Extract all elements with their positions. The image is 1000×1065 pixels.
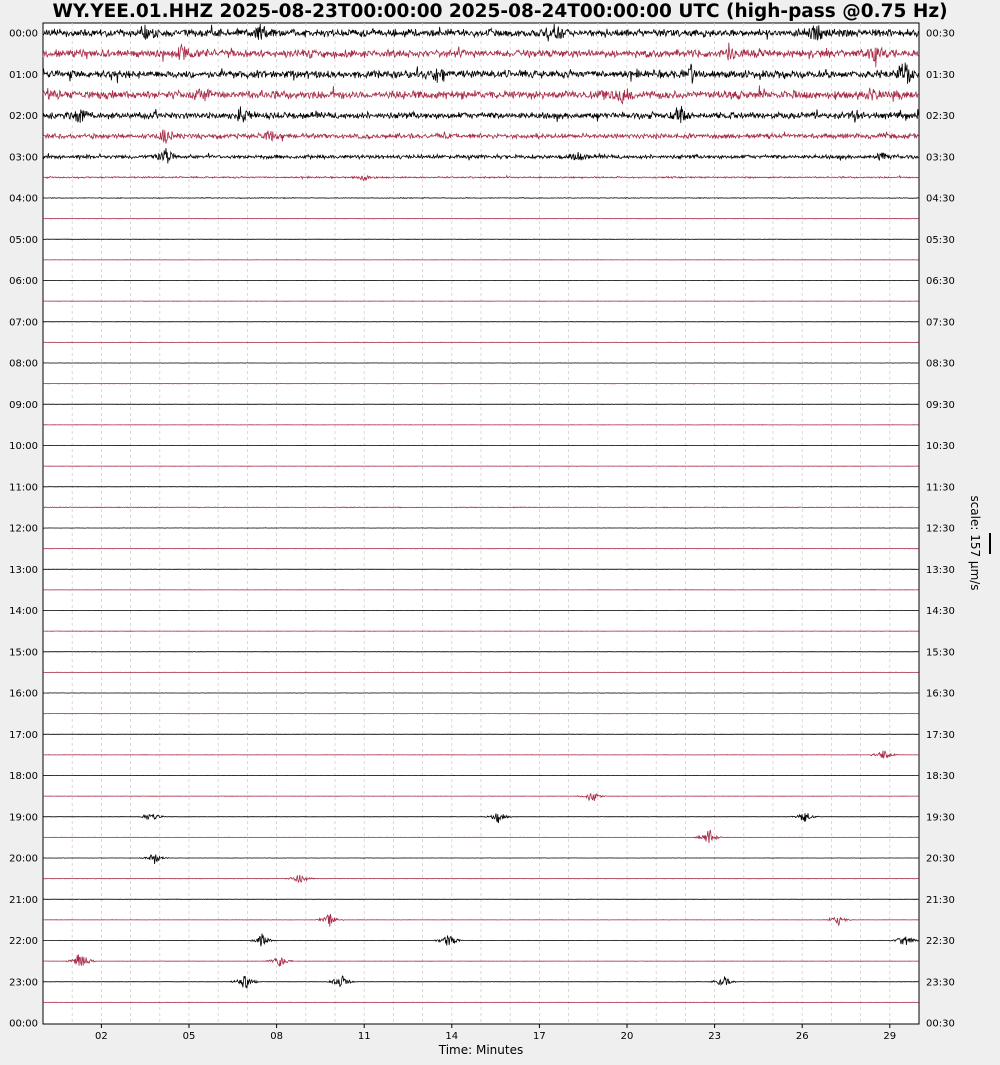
- left-time-label: 07:00: [9, 317, 38, 329]
- left-time-label: 02:00: [9, 111, 38, 122]
- left-time-label: 19:00: [9, 812, 38, 824]
- right-time-label: 06:30: [926, 276, 955, 287]
- left-time-label: 14:00: [9, 606, 38, 617]
- right-time-label: 20:30: [926, 853, 955, 865]
- x-tick-label: 05: [182, 1031, 196, 1042]
- right-time-label: 11:30: [926, 482, 955, 494]
- x-tick-label: 26: [795, 1031, 809, 1042]
- right-time-label: 03:30: [926, 152, 955, 164]
- x-tick-label: 23: [708, 1031, 721, 1042]
- left-time-label: 18:00: [9, 771, 38, 782]
- left-time-label: 20:00: [9, 853, 38, 865]
- right-time-label: 23:30: [926, 977, 955, 989]
- x-axis-ticks: [95, 1024, 896, 1042]
- right-time-label: 15:30: [926, 647, 955, 659]
- right-time-label: 04:30: [926, 193, 955, 205]
- right-time-label: 13:30: [926, 564, 955, 576]
- x-axis-label: Time: Minutes: [438, 1043, 524, 1057]
- right-time-label: 09:30: [926, 399, 955, 411]
- left-time-label: 08:00: [9, 358, 38, 370]
- right-time-label: 21:30: [926, 894, 955, 906]
- right-time-label: 17:30: [926, 729, 955, 741]
- left-time-label: 06:00: [9, 276, 38, 287]
- left-time-label: 00:00: [9, 1018, 38, 1030]
- left-time-label: 13:00: [9, 564, 38, 576]
- x-tick-label: 11: [357, 1031, 371, 1042]
- scale-label: scale: 157 μm/s: [968, 495, 982, 591]
- left-time-label: 09:00: [9, 399, 38, 411]
- right-time-label: 05:30: [926, 234, 955, 246]
- right-time-label: 00:30: [926, 1018, 955, 1030]
- left-time-label: 10:00: [9, 441, 38, 452]
- right-time-label: 02:30: [926, 111, 955, 122]
- right-time-label: 10:30: [926, 441, 955, 452]
- left-time-label: 00:00: [9, 28, 38, 40]
- left-time-label: 22:00: [9, 936, 38, 947]
- right-time-label: 12:30: [926, 523, 955, 535]
- right-time-label: 18:30: [926, 771, 955, 782]
- left-time-label: 03:00: [9, 152, 38, 164]
- left-time-label: 12:00: [9, 523, 38, 535]
- left-time-label: 16:00: [9, 688, 38, 700]
- x-tick-label: 17: [533, 1031, 546, 1042]
- left-time-label: 04:00: [9, 193, 38, 205]
- x-tick-label: 08: [270, 1031, 283, 1042]
- right-time-label: 16:30: [926, 688, 955, 700]
- left-time-label: 05:00: [9, 234, 38, 246]
- right-time-label: 00:30: [926, 28, 955, 40]
- left-time-label: 01:00: [9, 69, 38, 81]
- x-tick-label: 14: [445, 1031, 459, 1042]
- right-time-label: 22:30: [926, 936, 955, 947]
- right-time-label: 08:30: [926, 358, 955, 370]
- left-time-label: 21:00: [9, 894, 38, 906]
- x-tick-label: 29: [883, 1031, 897, 1042]
- scale-bar: [989, 533, 991, 554]
- left-time-label: 23:00: [9, 977, 38, 989]
- left-time-label: 11:00: [9, 482, 38, 494]
- x-tick-label: 20: [620, 1031, 634, 1042]
- chart-title: WY.YEE.01.HHZ 2025-08-23T00:00:00 2025-08-24T00:00:00 UTC (high-pass @0.75 Hz): [52, 1, 948, 22]
- x-tick-label: 02: [95, 1031, 108, 1042]
- right-time-label: 01:30: [926, 69, 955, 81]
- right-time-label: 07:30: [926, 317, 955, 329]
- right-time-label: 14:30: [926, 606, 955, 617]
- left-time-label: 17:00: [9, 729, 38, 741]
- right-time-label: 19:30: [926, 812, 955, 824]
- left-time-label: 15:00: [9, 647, 38, 659]
